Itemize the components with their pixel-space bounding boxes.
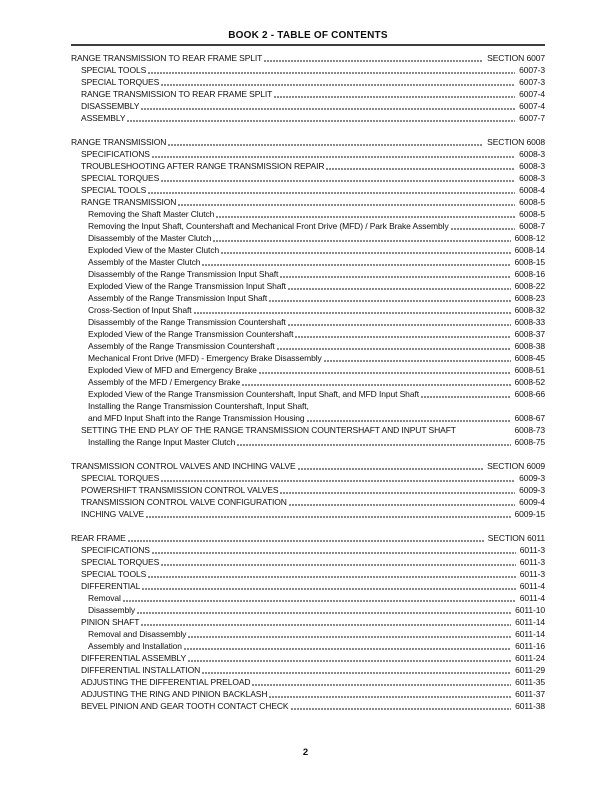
- leader-dots: [280, 268, 512, 280]
- leader-dots: [259, 364, 513, 376]
- toc-entry-page: 6008-5: [519, 197, 545, 207]
- toc-entry: [71, 244, 545, 256]
- toc-entry-page: 6009-4: [519, 497, 545, 507]
- toc-entry-label: Exploded View of the Range Transmission Input Shaft: [88, 281, 286, 291]
- toc-entry-page: 6008-32: [514, 305, 545, 315]
- leader-dots: [146, 508, 512, 520]
- toc-entry-label: TROUBLESHOOTING AFTER RANGE TRANSMISSION REPAIR: [81, 161, 325, 171]
- page-number: 2: [302, 747, 309, 758]
- leader-dots: [178, 196, 517, 208]
- leader-dots: [311, 400, 543, 412]
- toc-entry-page: 6007-4: [519, 101, 545, 111]
- toc-entry-page: 6011-38: [515, 701, 545, 711]
- leader-dots: [148, 184, 517, 196]
- toc-entry-page: 6011-37: [515, 689, 545, 699]
- toc-entry: [71, 628, 545, 640]
- toc-entry-page: SECTION 6007: [487, 53, 545, 63]
- leader-dots: [458, 424, 513, 436]
- toc-entry: [71, 388, 545, 400]
- leader-dots: [161, 472, 517, 484]
- toc-entry-label: Removal and Disassembly: [88, 629, 187, 639]
- toc-entry-page: 6011-14: [515, 629, 545, 639]
- toc-entry: [71, 76, 545, 88]
- toc-entry: [71, 424, 545, 436]
- toc-entry-label: SPECIAL TORQUES: [81, 77, 160, 87]
- leader-dots: [161, 76, 517, 88]
- toc-entry-label: SPECIAL TOOLS: [81, 569, 147, 579]
- toc-entry: [71, 52, 545, 64]
- toc-entry-label: Cross-Section of Input Shaft: [88, 305, 192, 315]
- toc-entry-page: 6011-14: [515, 617, 545, 627]
- leader-dots: [184, 640, 513, 652]
- toc-entry-page: 6008-15: [514, 257, 545, 267]
- leader-dots: [277, 340, 513, 352]
- toc-entry-page: 6011-16: [515, 641, 545, 651]
- toc-entry-label: SPECIFICATIONS: [81, 545, 150, 555]
- toc-entry: [71, 556, 545, 568]
- toc-entry-label: Assembly of the Master Clutch: [88, 257, 201, 267]
- toc-entry: [71, 472, 545, 484]
- toc-entry: [71, 184, 545, 196]
- leader-dots: [451, 220, 518, 232]
- toc-entry-page: 6007-4: [519, 89, 545, 99]
- leader-dots: [128, 532, 486, 544]
- leader-dots: [291, 700, 514, 712]
- toc-entry-page: 6011-24: [515, 653, 545, 663]
- toc-entry: [71, 88, 545, 100]
- toc-entry: [71, 292, 545, 304]
- toc-entry: [71, 436, 545, 448]
- toc-entry-label: BEVEL PINION AND GEAR TOOTH CONTACT CHECK: [81, 701, 289, 711]
- toc-entry: [71, 400, 545, 412]
- toc: [71, 52, 545, 712]
- toc-entry-page: 6008-38: [514, 341, 545, 351]
- leader-dots: [295, 328, 512, 340]
- toc-entry-label: and MFD Input Shaft into the Range Transmission Housing: [88, 413, 305, 423]
- toc-entry-label: INCHING VALVE: [81, 509, 145, 519]
- leader-dots: [307, 412, 513, 424]
- leader-dots: [213, 232, 512, 244]
- toc-entry: [71, 172, 545, 184]
- leader-dots: [123, 592, 518, 604]
- toc-entry-page: 6008-3: [519, 149, 545, 159]
- toc-entry-label: Exploded View of the Range Transmission Countershaft: [88, 329, 294, 339]
- toc-entry-page: 6008-33: [514, 317, 545, 327]
- leader-dots: [269, 292, 512, 304]
- toc-entry-label: ASSEMBLY: [81, 113, 126, 123]
- leader-dots: [298, 460, 486, 472]
- toc-entry: [71, 604, 545, 616]
- toc-entry-page: 6008-67: [514, 413, 545, 423]
- toc-entry-label: SPECIFICATIONS: [81, 149, 150, 159]
- toc-entry-page: 6009-3: [519, 485, 545, 495]
- leader-dots: [148, 64, 517, 76]
- leader-dots: [326, 160, 517, 172]
- page-title: BOOK 2 - TABLE OF CONTENTS: [228, 30, 388, 41]
- leader-dots: [237, 436, 512, 448]
- toc-entry: [71, 460, 545, 472]
- toc-entry-page: 6007-3: [519, 77, 545, 87]
- toc-section: [71, 532, 545, 712]
- toc-entry-label: SPECIAL TORQUES: [81, 557, 160, 567]
- leader-dots: [264, 52, 485, 64]
- leader-dots: [141, 100, 517, 112]
- toc-entry: [71, 364, 545, 376]
- toc-entry: [71, 352, 545, 364]
- toc-entry-label: SPECIAL TOOLS: [81, 185, 147, 195]
- toc-entry: [71, 196, 545, 208]
- toc-entry: [71, 160, 545, 172]
- toc-entry-page: 6007-3: [519, 65, 545, 75]
- toc-entry: [71, 100, 545, 112]
- toc-entry-label: Disassembly: [88, 605, 136, 615]
- toc-entry: [71, 676, 545, 688]
- leader-dots: [188, 628, 513, 640]
- toc-entry-label: PINION SHAFT: [81, 617, 140, 627]
- toc-entry: [71, 592, 545, 604]
- toc-entry: [71, 700, 545, 712]
- toc-entry-page: 6011-3: [519, 569, 545, 579]
- toc-entry: [71, 112, 545, 124]
- leader-dots: [194, 304, 513, 316]
- toc-entry: [71, 376, 545, 388]
- toc-entry-label: Removing the Input Shaft, Countershaft and Mechanical Front Drive (MFD) / Park Brake Assembly: [88, 221, 449, 231]
- toc-entry-page: 6011-35: [515, 677, 545, 687]
- toc-entry-label: Assembly of the Range Transmission Countershaft: [88, 341, 275, 351]
- toc-entry-label: ADJUSTING THE DIFFERENTIAL PRELOAD: [81, 677, 251, 687]
- leader-dots: [137, 604, 513, 616]
- toc-entry: [71, 304, 545, 316]
- leader-dots: [127, 112, 517, 124]
- leader-dots: [274, 88, 517, 100]
- toc-entry-label: Installing the Range Transmission Countershaft, Input Shaft,: [88, 401, 309, 411]
- toc-entry-page: 6008-4: [519, 185, 545, 195]
- toc-entry-label: TRANSMISSION CONTROL VALVE CONFIGURATION: [81, 497, 287, 507]
- toc-entry: [71, 268, 545, 280]
- toc-entry-page: 6008-66: [514, 389, 545, 399]
- leader-dots: [188, 652, 513, 664]
- leader-dots: [421, 388, 513, 400]
- toc-entry-label: SPECIAL TORQUES: [81, 473, 160, 483]
- toc-entry-page: 6008-5: [519, 209, 545, 219]
- toc-entry-page: 6008-7: [519, 221, 545, 231]
- toc-entry-label: SETTING THE END PLAY OF THE RANGE TRANSMISSION COUNTERSHAFT AND INPUT SHAFT: [81, 425, 456, 435]
- toc-entry: [71, 280, 545, 292]
- leader-dots: [324, 352, 513, 364]
- toc-entry: [71, 640, 545, 652]
- toc-entry-label: POWERSHIFT TRANSMISSION CONTROL VALVES: [81, 485, 279, 495]
- toc-entry: [71, 688, 545, 700]
- leader-dots: [269, 688, 513, 700]
- toc-entry-label: DISASSEMBLY: [81, 101, 140, 111]
- toc-entry-page: 6009-15: [514, 509, 545, 519]
- toc-entry: [71, 652, 545, 664]
- toc-entry-label: RANGE TRANSMISSION TO REAR FRAME SPLIT: [71, 53, 263, 63]
- toc-entry-label: Removal: [88, 593, 121, 603]
- toc-entry: [71, 220, 545, 232]
- toc-entry-page: SECTION 6011: [487, 533, 545, 543]
- toc-entry-label: REAR FRAME: [71, 533, 126, 543]
- toc-entry-page: 6011-4: [519, 581, 545, 591]
- toc-entry-label: Mechanical Front Drive (MFD) - Emergency Brake Disassembly: [88, 353, 322, 363]
- toc-entry: [71, 208, 545, 220]
- toc-entry: [71, 256, 545, 268]
- toc-entry: [71, 328, 545, 340]
- leader-dots: [142, 580, 517, 592]
- leader-dots: [141, 616, 513, 628]
- leader-dots: [289, 496, 517, 508]
- title-rule: [71, 44, 545, 46]
- toc-entry-label: ADJUSTING THE RING AND PINION BACKLASH: [81, 689, 268, 699]
- toc-entry-page: 6008-14: [514, 245, 545, 255]
- toc-entry: [71, 532, 545, 544]
- toc-entry: [71, 340, 545, 352]
- toc-entry-page: 6008-16: [514, 269, 545, 279]
- toc-entry-label: Assembly of the Range Transmission Input Shaft: [88, 293, 268, 303]
- leader-dots: [161, 172, 517, 184]
- toc-entry-page: 6008-22: [514, 281, 545, 291]
- toc-entry: [71, 232, 545, 244]
- toc-entry: [71, 148, 545, 160]
- toc-entry-page: 6011-3: [519, 557, 545, 567]
- toc-entry-label: Disassembly of the Range Transmission Countershaft: [88, 317, 286, 327]
- toc-entry-label: Exploded View of MFD and Emergency Brake: [88, 365, 257, 375]
- leader-dots: [152, 148, 517, 160]
- toc-entry: [71, 508, 545, 520]
- toc-entry: [71, 580, 545, 592]
- toc-entry-label: DIFFERENTIAL: [81, 581, 141, 591]
- toc-entry-page: 6011-29: [515, 665, 545, 675]
- toc-section: [71, 136, 545, 448]
- toc-entry-label: Exploded View of the Range Transmission Countershaft, Input Shaft, and MFD Input Shaft: [88, 389, 419, 399]
- toc-entry-page: 6009-3: [519, 473, 545, 483]
- leader-dots: [161, 556, 518, 568]
- leader-dots: [168, 136, 485, 148]
- toc-entry-page: SECTION 6009: [487, 461, 545, 471]
- toc-entry: [71, 568, 545, 580]
- toc-entry-page: 6008-37: [514, 329, 545, 339]
- toc-entry-label: DIFFERENTIAL ASSEMBLY: [81, 653, 187, 663]
- toc-entry: [71, 136, 545, 148]
- toc-entry: [71, 664, 545, 676]
- toc-entry: [71, 316, 545, 328]
- toc-entry-label: Disassembly of the Range Transmission Input Shaft: [88, 269, 279, 279]
- toc-entry-page: 6011-4: [519, 593, 545, 603]
- leader-dots: [152, 544, 518, 556]
- toc-entry-page: 6011-3: [519, 545, 545, 555]
- toc-entry-label: TRANSMISSION CONTROL VALVES AND INCHING VALVE: [71, 461, 296, 471]
- toc-entry-label: Disassembly of the Master Clutch: [88, 233, 212, 243]
- toc-entry-page: 6008-3: [519, 173, 545, 183]
- toc-entry-page: 6008-73: [514, 425, 545, 435]
- toc-entry-label: DIFFERENTIAL INSTALLATION: [81, 665, 201, 675]
- leader-dots: [242, 376, 512, 388]
- leader-dots: [288, 280, 513, 292]
- toc-entry-label: RANGE TRANSMISSION: [81, 197, 177, 207]
- leader-dots: [216, 208, 517, 220]
- toc-entry-page: 6008-52: [514, 377, 545, 387]
- toc-entry: [71, 412, 545, 424]
- toc-entry-label: RANGE TRANSMISSION TO REAR FRAME SPLIT: [81, 89, 273, 99]
- toc-entry-page: 6008-3: [519, 161, 545, 171]
- toc-entry-page: SECTION 6008: [487, 137, 545, 147]
- toc-entry-label: SPECIAL TORQUES: [81, 173, 160, 183]
- leader-dots: [202, 664, 513, 676]
- toc-entry-label: SPECIAL TOOLS: [81, 65, 147, 75]
- toc-entry-label: Assembly of the MFD / Emergency Brake: [88, 377, 241, 387]
- toc-entry-label: Removing the Shaft Master Clutch: [88, 209, 215, 219]
- leader-dots: [148, 568, 518, 580]
- leader-dots: [202, 256, 512, 268]
- toc-entry: [71, 496, 545, 508]
- toc-entry-page: 6008-51: [514, 365, 545, 375]
- leader-dots: [221, 244, 512, 256]
- toc-entry-page: 6008-75: [514, 437, 545, 447]
- toc-section: [71, 52, 545, 124]
- toc-section: [71, 460, 545, 520]
- leader-dots: [252, 676, 513, 688]
- leader-dots: [280, 484, 517, 496]
- toc-entry-label: Installing the Range Input Master Clutch: [88, 437, 236, 447]
- toc-entry-page: 6011-10: [515, 605, 545, 615]
- leader-dots: [288, 316, 513, 328]
- toc-entry-page: 6008-45: [514, 353, 545, 363]
- toc-entry: [71, 484, 545, 496]
- toc-entry-page: 6008-23: [514, 293, 545, 303]
- toc-entry-label: Exploded View of the Master Clutch: [88, 245, 220, 255]
- toc-entry: [71, 544, 545, 556]
- toc-entry: [71, 616, 545, 628]
- toc-entry: [71, 64, 545, 76]
- toc-entry-label: Assembly and Installation: [88, 641, 182, 651]
- toc-entry-page: 6007-7: [519, 113, 545, 123]
- toc-entry-page: 6008-12: [514, 233, 545, 243]
- page-content: [71, 29, 545, 712]
- toc-entry-label: RANGE TRANSMISSION: [71, 137, 167, 147]
